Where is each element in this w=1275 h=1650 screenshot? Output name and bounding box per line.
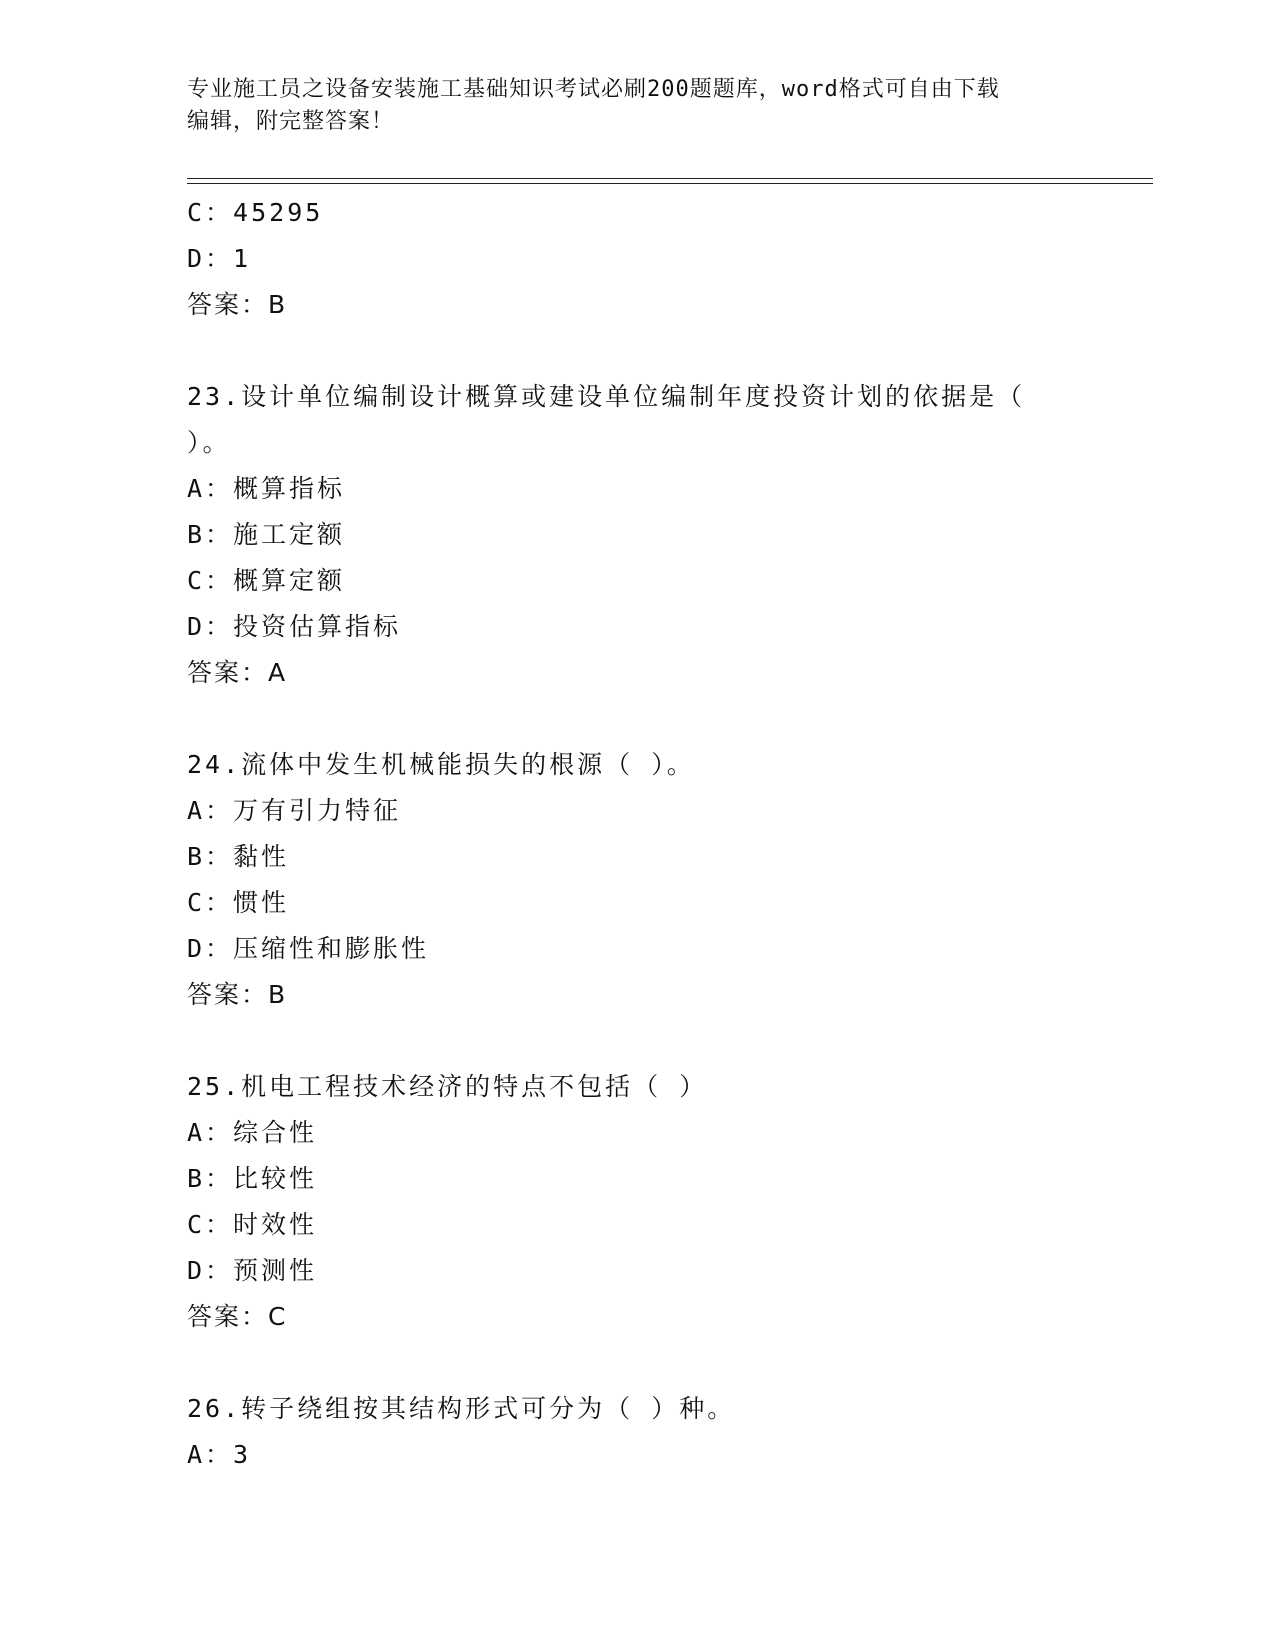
question-list <box>187 190 1153 1478</box>
question-stem: 25.机电工程技术经济的特点不包括（ ） <box>187 1072 708 1101</box>
option-b: B：比较性 <box>187 1164 318 1193</box>
option-a: A：概算指标 <box>187 474 346 503</box>
header-divider-top <box>187 178 1153 179</box>
question-stem-cont: ）。 <box>187 428 231 457</box>
answer: 答案：A <box>187 658 288 687</box>
header-line-1: 专业施工员之设备安装施工基础知识考试必刷200题题库，word格式可自由下载 <box>187 77 1000 102</box>
question-stem: 23.设计单位编制设计概算或建设单位编制年度投资计划的依据是（ <box>187 382 1026 411</box>
option-a: A：综合性 <box>187 1118 318 1147</box>
question-stem: 24.流体中发生机械能损失的根源（ ）。 <box>187 750 695 779</box>
option-c: C：45295 <box>187 198 324 227</box>
question-23 <box>187 374 1153 696</box>
document-header <box>187 74 1087 138</box>
option-c: C：概算定额 <box>187 566 346 595</box>
question-25 <box>187 1064 1153 1340</box>
option-c: C：惯性 <box>187 888 290 917</box>
answer: 答案：B <box>187 980 288 1009</box>
header-line-2: 编辑，附完整答案！ <box>187 109 395 134</box>
option-c: C：时效性 <box>187 1210 318 1239</box>
question-stem: 26.转子绕组按其结构形式可分为（ ）种。 <box>187 1394 736 1423</box>
question-26 <box>187 1386 1153 1478</box>
header-divider-bottom <box>187 183 1153 184</box>
option-d: D：预测性 <box>187 1256 318 1285</box>
answer: 答案：B <box>187 290 288 319</box>
question-24 <box>187 742 1153 1018</box>
option-b: B：施工定额 <box>187 520 346 549</box>
option-d: D：投资估算指标 <box>187 612 402 641</box>
option-b: B：黏性 <box>187 842 290 871</box>
option-a: A：3 <box>187 1440 252 1469</box>
option-d: D：1 <box>187 244 252 273</box>
option-a: A：万有引力特征 <box>187 796 402 825</box>
option-d: D：压缩性和膨胀性 <box>187 934 430 963</box>
answer: 答案：C <box>187 1302 288 1331</box>
